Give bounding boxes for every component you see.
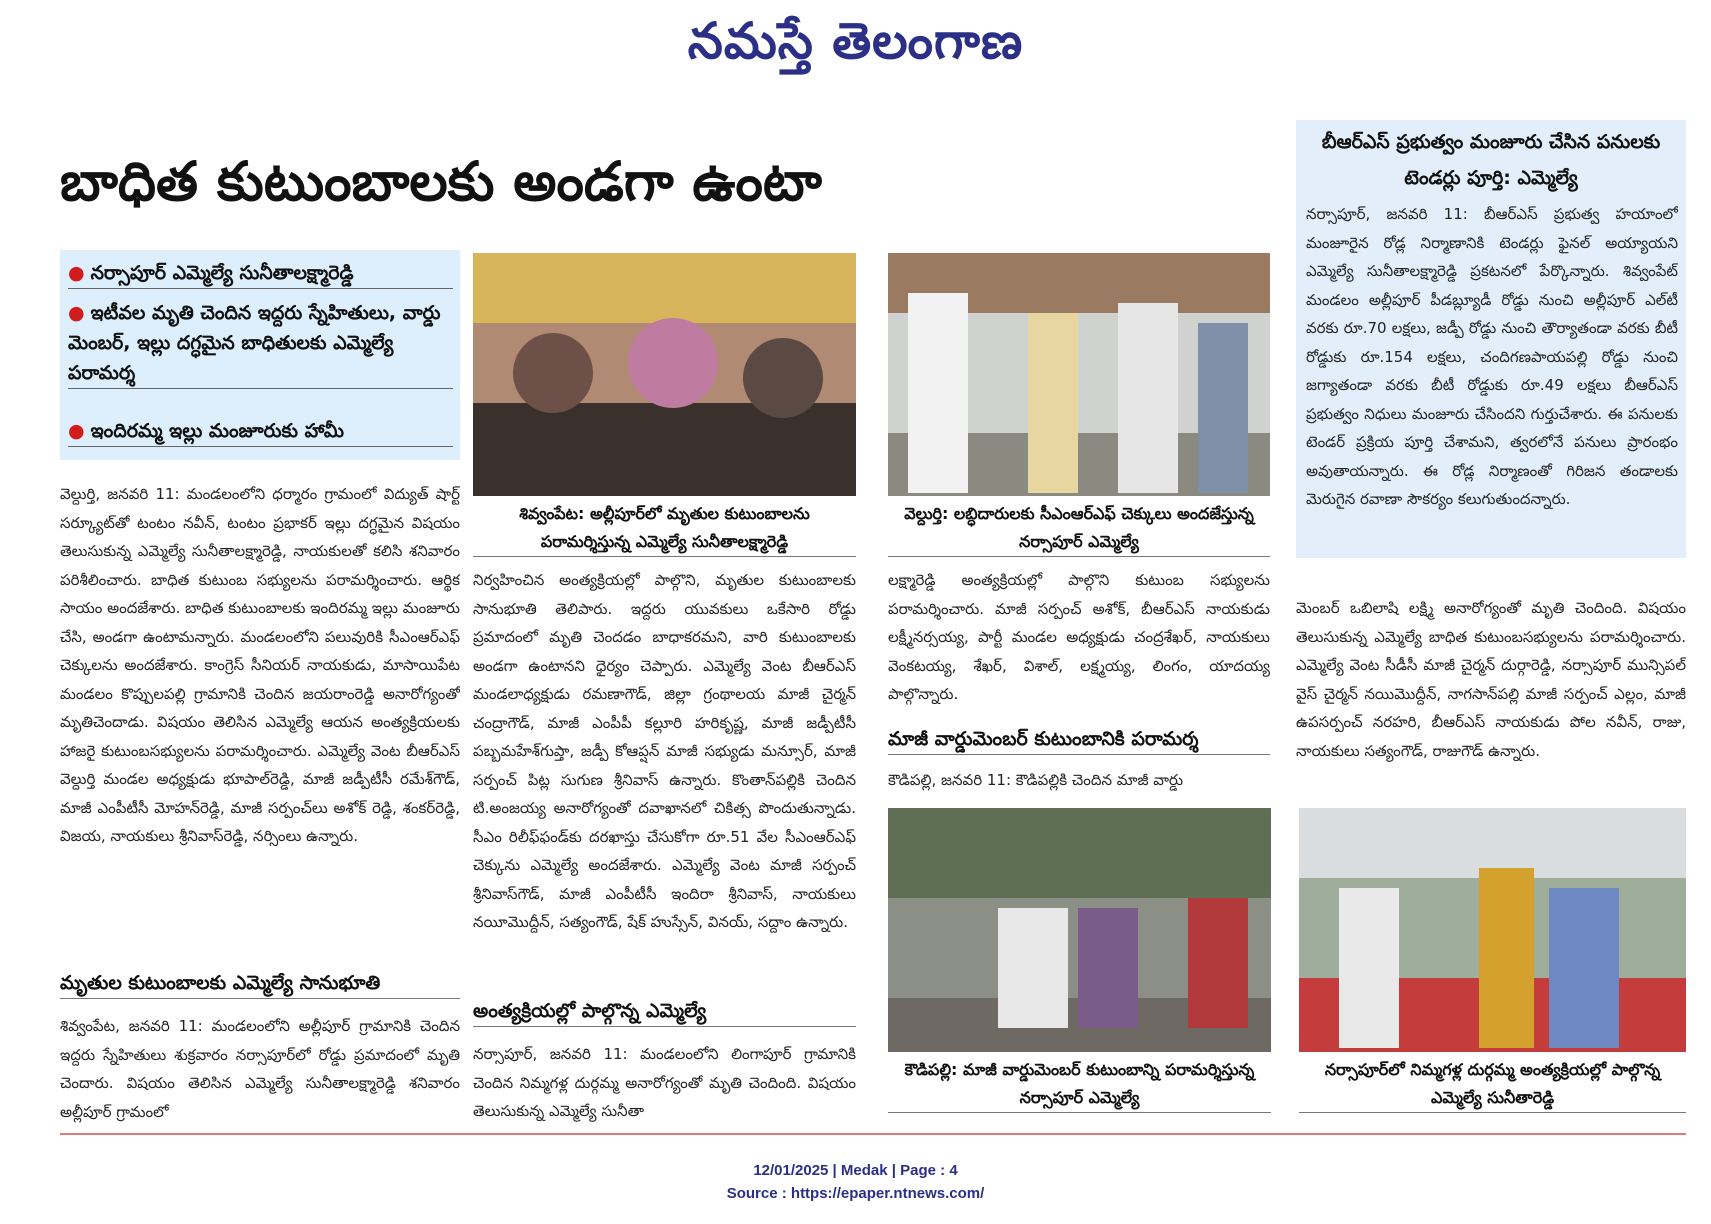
- article-body: నిర్వహించిన అంత్యక్రియల్లో పాల్గొని, మృతుల కుటుంబాలకు సానుభూతి తెలిపారు. ఇద్దరు యువకులు ఒకేసారి రోడ్డు ప్రమాదంలో మృతి చెందడం బాధాకరమని, వారి కుటుంబాలకు అండగా ఉంటానని ధైర్యం చెప్పారు. ఎమ్మెల్యే వెంట బీఆర్ఎస్ మండలాధ్యక్షుడు రమణాగౌడ్, జిల్లా గ్రంథాలయ మాజీ చైర్మన్ చంద్రాగౌడ్, మాజీ ఎంపీపీ కల్లూరి హరికృష్ణ, మాజీ జడ్పీటీసీ పబ్బమహేశ్‌గుప్తా, జడ్పీ కోఆప్షన్ మాజీ సభ్యుడు మన్సూర్, మాజీ సర్పంచ్ పిట్ల సుగుణ శ్రీనివాస్ ఉన్నారు. కొంతాన్‌పల్లికి చెందిన టి.అంజయ్య అనారోగ్యంతో దవాఖానలో చికిత్స పొందుతున్నాడు. సీఎం రిలీఫ్‌ఫండ్‌కు దరఖాస్తు చేసుకోగా రూ.51 వేల సీఎంఆర్ఎఫ్ చెక్కును ఎమ్మెల్యే అందజేశారు. ఎమ్మెల్యే వెంట మాజీ సర్పంచ్ శ్రీనివాస్‌గౌడ్, మాజీ ఎంపీటీసీ ఇందిరా శ్రీనివాస్, నాయకులు నయీమొద్దీన్, సత్యంగౌడ్, షేక్ హుస్సేన్, వినయ్, సద్దాం ఉన్నారు.: [473, 571, 856, 931]
- sidebar-title: బీఆర్ఎస్ ప్రభుత్వం మంజూరు చేసిన పనులకు టెండర్లు పూర్తి: ఎమ్మెల్యే: [1321, 131, 1661, 189]
- article-body: లక్ష్మారెడ్డి అంత్యక్రియల్లో పాల్గొని కుటుంబ సభ్యులను పరామర్శించారు. మాజీ సర్పంచ్ అశోక్, బీఆర్ఎస్ నాయకుడు లక్ష్మీనర్సయ్య, పార్టీ మండల అధ్యక్షుడు చంద్రశేఖర్, నాయకులు వెంకటయ్య, శేఖర్, విశాల్, లక్ష్మయ్య, లింగం, యాదయ్య పాల్గొన్నారు.: [888, 571, 1270, 703]
- masthead-logo: నమస్తే తెలంగాణ: [687, 11, 1024, 70]
- photo-caption: శివ్వంపేట: అల్లీపూర్‌లో మృతుల కుటుంబాలను పరామర్శిస్తున్న ఎమ్మెల్యే సునీతాలక్ష్మారెడ్డి: [473, 500, 856, 557]
- bullet-icon: ●: [68, 302, 85, 324]
- photo-kowdipally-visit: [888, 808, 1271, 1052]
- footer-date-line: 12/01/2025 | Medak | Page : 4: [753, 1162, 958, 1179]
- highlights-box: [60, 250, 460, 460]
- photo-caption: కౌడిపల్లి: మాజీ వార్డుమెంబర్ కుటుంబాన్ని పరామర్శిస్తున్న నర్సాపూర్ ఎమ్మెల్యే: [888, 1056, 1271, 1113]
- photo-cmrf-cheques: [888, 253, 1270, 496]
- article-body: మెంబర్ ఒబిలాషి లక్ష్మి అనారోగ్యంతో మృతి చెందింది. విషయం తెలుసుకున్న ఎమ్మెల్యే బాధిత కుటుంబసభ్యులను పరామర్శించారు. ఎమ్మెల్యే వెంట సీడీసీ మాజీ చైర్మన్ దుర్గారెడ్డి, నర్సాపూర్ మున్సిపల్ వైస్ చైర్మన్ నయిమొద్దీన్, నాగసాన్‌పల్లి మాజీ సర్పంచ్ ఎల్లం, మాజీ ఉపసర్పంచ్ నరహరి, బీఆర్ఎస్ నాయకుడు పోల నవీన్, రాజు, నాయకులు సత్యంగౌడ్, రాజుగౌడ్ ఉన్నారు.: [1296, 599, 1686, 760]
- photo-caption: వెల్దుర్తి: లబ్ధిదారులకు సీఎంఆర్ఎఫ్ చెక్కులు అందజేస్తున్న నర్సాపూర్ ఎమ్మెల్యే: [888, 500, 1270, 557]
- bullet-icon: ●: [68, 420, 85, 442]
- article-body: శివ్వంపేట, జనవరి 11: మండలంలోని అల్లీపూర్ గ్రామానికి చెందిన ఇద్దరు స్నేహితులు శుక్రవారం నర్సాపూర్‌లో రోడ్డు ప్రమాదంలో మృతి చెందారు. విషయం తెలిసిన ఎమ్మెల్యే సునీతాలక్ష్మారెడ్డి శనివారం అల్లీపూర్ గ్రామంలో: [60, 1017, 460, 1121]
- footer-source-link[interactable]: Source : https://epaper.ntnews.com/: [726, 1185, 985, 1202]
- sidebar-body: నర్సాపూర్, జనవరి 11: బీఆర్ఎస్ ప్రభుత్వ హయాంలో మంజూరైన రోడ్ల నిర్మాణానికి టెండర్లు ఫైనల్ అయ్యాయని ఎమ్మెల్యే సునీతాలక్ష్మారెడ్డి ప్రకటనలో పేర్కొన్నారు. శివ్వంపేట్ మండలం అల్లీపూర్ పీడబ్ల్యూడీ రోడ్డు నుంచి అల్లీపూర్ ఎల్‌టీ వరకు రూ.70 లక్షలు, జడ్పీ రోడ్డు నుంచి తౌర్యాతండా వరకు బీటీ రోడ్డుకు రూ.154 లక్షలు, చందిగణపాయపల్లి రోడ్డు నుంచి జగ్యాతండా వరకు బీటీ రోడ్డుకు రూ.49 లక్షలు బీఆర్ఎస్ ప్రభుత్వం నిధులు మంజూరు చేసిందని గుర్తుచేశారు. ఈ పనులకు టెండర్ ప్రక్రియ పూర్తి చేశామని, త్వరలోనే పనులు ప్రారంభం అవుతాయన్నారు. ఈ రోడ్ల నిర్మాణంతో గిరిజన తండాలకు మెరుగైన రవాణా సౌకర్యం కలుగుతుందన్నారు.: [1306, 205, 1678, 508]
- photo-condolence-allipur: [473, 253, 856, 496]
- bullet-icon: ●: [68, 262, 85, 284]
- highlight-item: ● ఇందిరమ్మ ఇల్లు మంజూరుకు హామీ: [68, 416, 453, 447]
- highlight-item: ● నర్సాపూర్ ఎమ్మెల్యే సునీతాలక్ష్మారెడ్డి: [68, 258, 453, 289]
- subheading: అంత్యక్రియల్లో పాల్గొన్న ఎమ్మెల్యే: [473, 996, 856, 1027]
- photo-narsapur-funeral: [1299, 808, 1686, 1052]
- footer-rule: [60, 1133, 1686, 1135]
- article-body: వెల్దుర్తి, జనవరి 11: మండలంలోని ధర్మారం గ్రామంలో విద్యుత్ షార్ట్ సర్క్యూట్‌తో టంటం నవీన్, టంటం ప్రభాకర్ ఇల్లు దగ్ధమైన విషయం తెలుసుకున్న ఎమ్మెల్యే సునీతాలక్ష్మారెడ్డి, నాయకులతో కలిసి శనివారం పరిశీలించారు. బాధిత కుటుంబ సభ్యులను పరామర్శించారు. ఆర్థిక సాయం అందజేశారు. బాధిత కుటుంబాలకు ఇందిరమ్మ ఇల్లు మంజూరు చేసి, అండగా ఉంటామన్నారు. మండలంలోని పలువురికి సీఎంఆర్ఎఫ్ చెక్కులను అందజేశారు. కాంగ్రెస్ సీనియర్ నాయకుడు, మాసాయిపేట మండలం కొప్పులపల్లి గ్రామానికి చెందిన జయరాంరెడ్డి అనారోగ్యంతో మృతిచెందాడు. విషయం తెలిసిన ఎమ్మెల్యే ఆయన అంత్యక్రియలకు హాజరై కుటుంబసభ్యులను పరామర్శించారు. ఎమ్మెల్యే వెంట బీఆర్ఎస్ వెల్దుర్తి మండల అధ్యక్షుడు భూపాల్‌రెడ్డి, మాజీ జడ్పీటీసీ రమేశ్‌గౌడ్, మాజీ ఎంపీటీసీ మోహన్‌రెడ్డి, మాజీ సర్పంచ్‌లు అశోక్ రెడ్డి, శంకర్‌రెడ్డి, విజయ, నాయకులు శ్రీనివాస్‌రెడ్డి, నర్సింలు ఉన్నారు.: [60, 485, 460, 845]
- headline: బాధిత కుటుంబాలకు అండగా ఉంటా: [60, 150, 822, 213]
- subheading: మాజీ వార్డుమెంబర్ కుటుంబానికి పరామర్శ: [888, 724, 1270, 755]
- highlight-item: ● ఇటీవల మృతి చెందిన ఇద్దరు స్నేహితులు, వార్డు మెంబర్, ఇల్లు దగ్ధమైన బాధితులకు ఎమ్మెల్యే పరామర్శ: [68, 298, 453, 389]
- article-body: కౌడిపల్లి, జనవరి 11: కౌడిపల్లికి చెందిన మాజీ వార్డు: [888, 771, 1184, 789]
- subheading: మృతుల కుటుంబాలకు ఎమ్మెల్యే సానుభూతి: [60, 968, 460, 999]
- photo-caption: నర్సాపూర్‌లో నిమ్మగళ్ల దుర్గమ్మ అంత్యక్రియల్లో పాల్గొన్న ఎమ్మెల్యే సునీతారెడ్డి: [1299, 1056, 1686, 1113]
- article-body: నర్సాపూర్, జనవరి 11: మండలంలోని లింగాపూర్ గ్రామానికి చెందిన నిమ్మగళ్ల దుర్గమ్మ అనారోగ్యంతో మృతి చెందింది. విషయం తెలుసుకున్న ఎమ్మెల్యే సునీతా: [473, 1045, 856, 1120]
